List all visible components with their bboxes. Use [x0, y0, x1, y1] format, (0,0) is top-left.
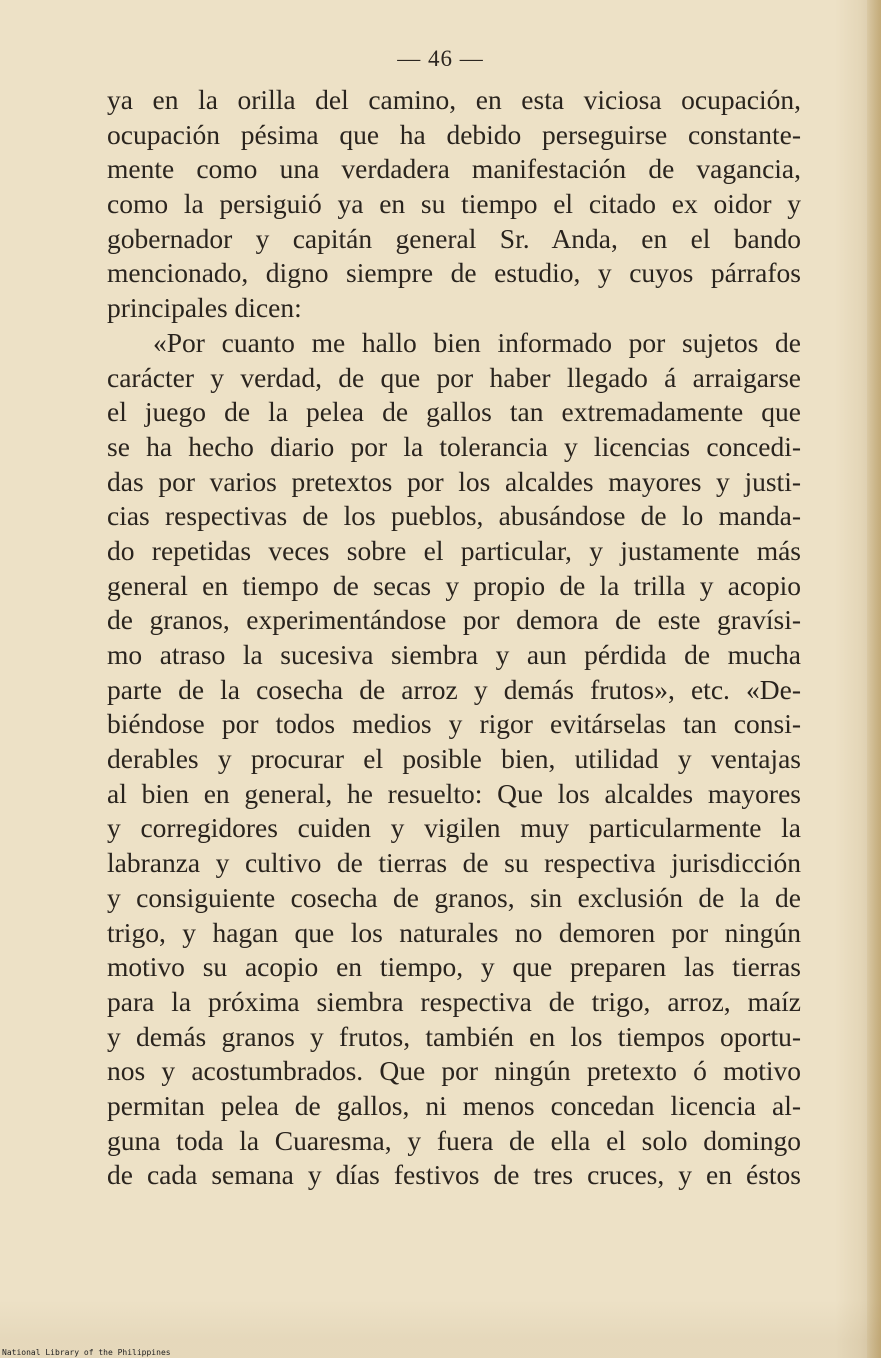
text-line: parte de la cosecha de arroz y demás frutos», etc. «De-	[107, 673, 801, 705]
text-line: motivo su acopio en tiempo, y que preparen las tierras	[107, 951, 801, 983]
text-line: derables y procurar el posible bien, utilidad y ventajas	[107, 743, 801, 775]
text-line: ocupación pésima que ha debido perseguirse constante-	[107, 118, 801, 150]
text-line: das por varios pretextos por los alcaldes mayores y justi-	[107, 465, 801, 497]
text-line: como la persiguió ya en su tiempo el citado ex oidor y	[107, 188, 801, 220]
text-line: carácter y verdad, de que por haber llegado á arraigarse	[107, 361, 801, 393]
text-line: do repetidas veces sobre el particular, y justamente más	[107, 534, 801, 566]
text-line: mencionado, digno siempre de estudio, y cuyos párrafos	[107, 257, 801, 289]
library-credit: National Library of the Philippines	[2, 1348, 171, 1357]
text-line: para la próxima siembra respectiva de trigo, arroz, maíz	[107, 985, 801, 1017]
text-line: guna toda la Cuaresma, y fuera de ella el solo domingo	[107, 1124, 801, 1156]
text-line: al bien en general, he resuelto: Que los alcaldes mayores	[107, 777, 801, 809]
text-line: biéndose por todos medios y rigor evitárselas tan consi-	[107, 708, 801, 740]
text-line: mo atraso la sucesiva siembra y aun pérdida de mucha	[107, 639, 801, 670]
text-line: «Por cuanto me hallo bien informado por sujetos de	[153, 326, 801, 358]
text-line: labranza y cultivo de tierras de su respectiva jurisdicción	[107, 847, 801, 879]
text-line: el juego de la pelea de gallos tan extremadamente que	[107, 396, 801, 428]
text-line: y demás granos y frutos, también en los tiempos oportu-	[107, 1020, 801, 1052]
text-line: de cada semana y días festivos de tres cruces, y en éstos	[107, 1159, 801, 1191]
page-edge-shadow	[867, 0, 881, 1358]
text-line: principales dicen:	[107, 292, 302, 324]
body-text	[107, 83, 801, 1193]
page-number: — 46 —	[397, 46, 484, 71]
text-line: trigo, y hagan que los naturales no demoren por ningún	[107, 916, 801, 948]
text-line: mente como una verdadera manifestación de vagancia,	[107, 153, 801, 185]
text-line: general en tiempo de secas y propio de la trilla y acopio	[107, 569, 801, 601]
text-line: permitan pelea de gallos, ni menos concedan licencia al-	[107, 1089, 801, 1121]
text-line: de granos, experimentándose por demora de este gravísi-	[107, 604, 801, 636]
text-line: nos y acostumbrados. Que por ningún pretexto ó motivo	[107, 1055, 801, 1087]
text-line: se ha hecho diario por la tolerancia y licencias concedi-	[107, 430, 801, 462]
text-line: cias respectivas de los pueblos, abusándose de lo manda-	[107, 500, 801, 532]
text-line: gobernador y capitán general Sr. Anda, en el bando	[107, 222, 801, 254]
text-line: y corregidores cuiden y vigilen muy particularmente la	[107, 812, 801, 844]
text-line: y consiguiente cosecha de granos, sin exclusión de la de	[107, 881, 801, 913]
text-line: ya en la orilla del camino, en esta viciosa ocupación,	[107, 84, 801, 115]
